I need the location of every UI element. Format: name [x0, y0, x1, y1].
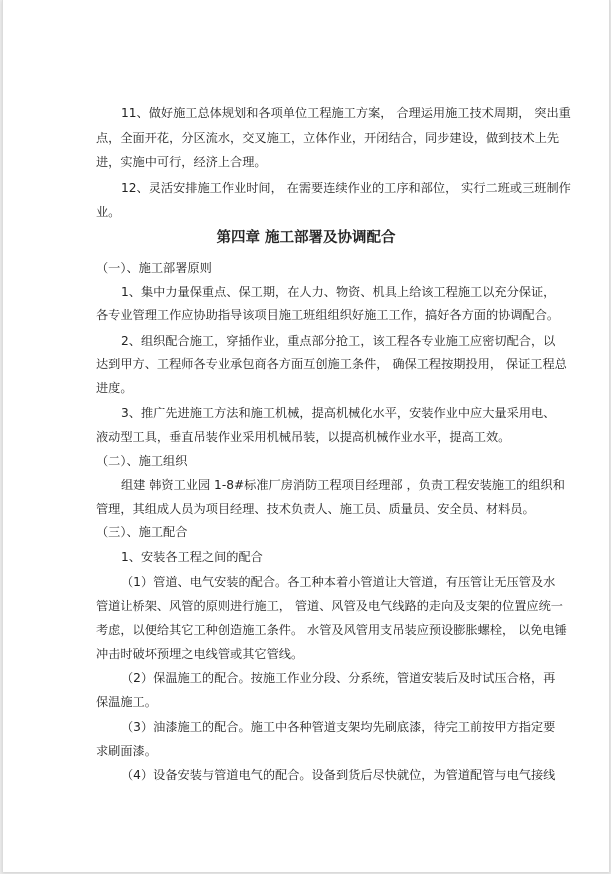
paragraph-line: 各专业管理工作应协助指导该项目施工班组组织好施工工作，搞好各方面的协调配合。 — [96, 308, 560, 322]
chapter-title: 第四章 施工部署及协调配合 — [216, 229, 396, 246]
subsection-heading: 1、安装各工程之间的配合 — [121, 550, 263, 564]
paragraph-line: 管道让桥架、风管的原则进行施工， 管道、风管及电气线路的走向及支架的位置应统一 — [96, 599, 563, 613]
paragraph-line: 达到甲方、工程师各专业承包商各方面互创施工条件， 确保工程按期投用， 保证工程总 — [96, 357, 567, 371]
paragraph-line: 1、集中力量保重点、保工期，在人力、物资、机具上给该工程施工以充分保证， — [121, 285, 556, 299]
paragraph-line: （2）保温施工的配合。按施工作业分段、分系统，管道安装后及时试压合格，再 — [121, 671, 556, 685]
paragraph-line: 液动型工具，垂直吊装作业采用机械吊装，以提高机械作业水平，提高工效。 — [96, 430, 511, 444]
section-heading: （三）、施工配合 — [96, 525, 188, 539]
paragraph-line: 求刷面漆。 — [96, 744, 157, 758]
paragraph-line: 考虑，以便给其它工种创造施工条件。 水管及风管用支吊装应预设膨胀螺栓， 以免电锤 — [96, 623, 567, 637]
section-heading: （一）、施工部署原则 — [96, 261, 212, 275]
paragraph-line: 11、做好施工总体规划和各项单位工程施工方案， 合理运用施工技术周期， 突出重 — [121, 106, 571, 120]
paragraph-line: 进度。 — [96, 381, 133, 395]
paragraph-line: 冲击时破坏预埋之电线管或其它管线。 — [96, 647, 304, 661]
paragraph-line: 进，实施中可行，经济上合理。 — [96, 155, 267, 169]
paragraph-line: 3、推广先进施工方法和施工机械，提高机械化水平，安装作业中应大量采用电、 — [121, 406, 556, 420]
paragraph-line: 点，全面开花，分区流水，交叉施工，立体作业，开闭结合，同步建设，做到技术上先 — [96, 131, 560, 145]
paragraph-line: 12、灵活安排施工作业时间， 在需要连续作业的工序和部位， 实行二班或三班制作 — [121, 181, 571, 195]
paragraph-line: （4）设备安装与管道电气的配合。设备到货后尽快就位，为管道配管与电气接线 — [121, 768, 556, 782]
document-page — [2, 0, 610, 872]
paragraph-line: （3）油漆施工的配合。施工中各种管道支架均先刷底漆，待完工前按甲方指定要 — [121, 720, 556, 734]
paragraph-line: 业。 — [96, 205, 121, 219]
paragraph-line: 保温施工。 — [96, 695, 157, 709]
paragraph-line: 组建 韩资工业园 1-8#标准厂房消防工程项目经理部 ，负责工程安装施工的组织和 — [121, 478, 565, 492]
paragraph-line: 管理，其组成人员为项目经理、技术负责人、施工员、质量员、安全员、材料员。 — [96, 502, 535, 516]
paragraph-line: 2、组织配合施工，穿插作业，重点部分抢工，该工程各专业施工应密切配合，以 — [121, 334, 556, 348]
paragraph-line: （1）管道、电气安装的配合。各工种本着小管道让大管道，有压管让无压管及水 — [121, 575, 556, 589]
section-heading: （二）、施工组织 — [96, 454, 188, 468]
